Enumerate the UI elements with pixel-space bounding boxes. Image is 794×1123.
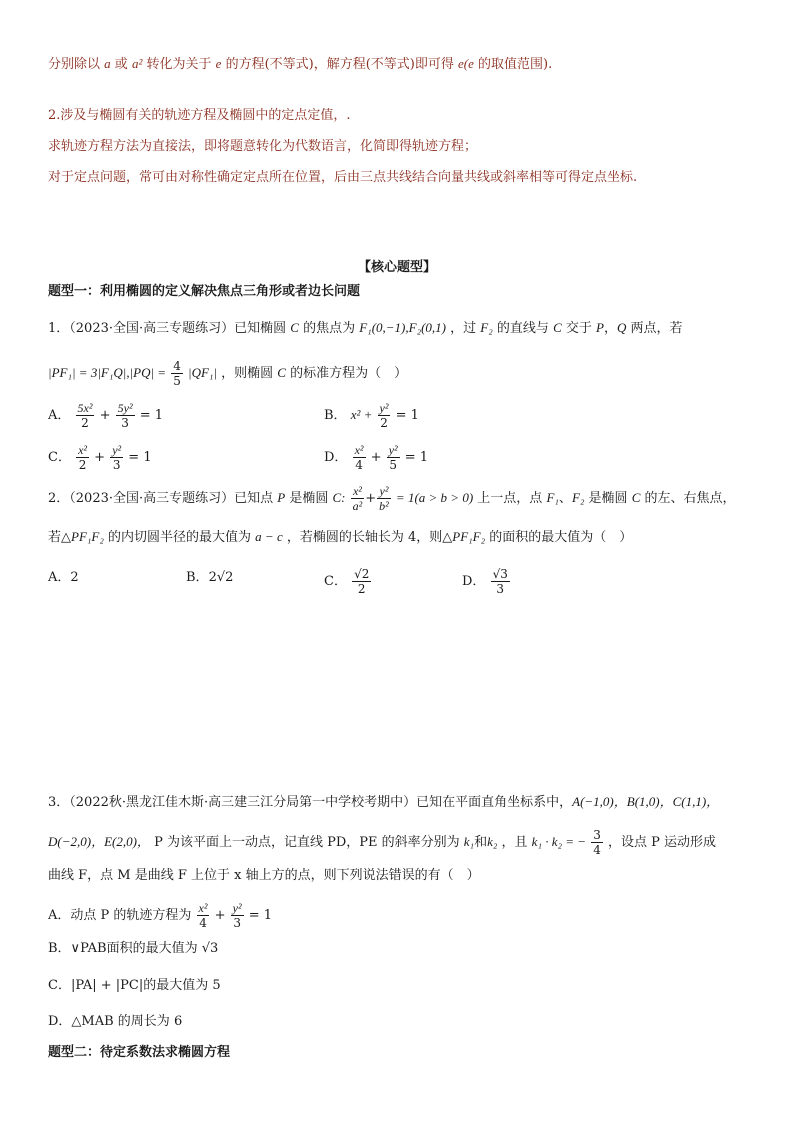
frac — [76, 444, 89, 471]
rhs: = 1 — [395, 408, 419, 423]
q2-sep: 、 — [558, 491, 572, 506]
frac — [591, 829, 603, 856]
q1-option-c[interactable] — [48, 444, 152, 471]
frac-num: 5x² — [77, 401, 93, 415]
q3-line2-c: ，设点 P 运动形成 — [607, 835, 716, 850]
op: + — [370, 450, 382, 465]
frac — [351, 485, 365, 512]
q2-f2: F₂ — [571, 490, 585, 505]
q3-product: k₁ · k₂ = − — [531, 834, 587, 849]
q1-var-c-2: C — [553, 320, 562, 335]
intro-line — [48, 54, 552, 75]
frac-den: 3 — [112, 458, 121, 472]
q3-points-1: A(−1,0)，B(1,0)，C(1,1)， — [572, 794, 720, 809]
q2-var-c: C: — [332, 490, 346, 505]
frac-den: 4 — [199, 916, 207, 930]
q2-option-d[interactable] — [462, 568, 511, 595]
q3-option-d[interactable]: D．△MAB 的周长为 6 — [48, 1014, 183, 1029]
intro-text-3: 转化为关于 — [146, 57, 212, 72]
q2-mid4: 的左、右焦点， — [644, 491, 736, 506]
frac-den: a² — [352, 499, 363, 513]
point2-line2: 对于定点问题，常可由对称性确定定点所在位置，后由三点共线结合向量共线或斜率相等可得定点坐标. — [48, 170, 638, 185]
q1-var-c-3: C — [277, 365, 286, 380]
q1-ask2: 的标准方程为（ ） — [290, 366, 408, 381]
intro-text-1: 分别除以 — [48, 57, 101, 72]
q2-line2-b: 的内切圆半径的最大值为 — [108, 530, 252, 545]
frac-num: y² — [232, 901, 242, 915]
frac — [116, 402, 135, 429]
q1-tail: 两点，若 — [630, 321, 683, 336]
frac — [491, 568, 510, 595]
q2-option-a[interactable]: A．2 — [48, 570, 79, 585]
q2-line2 — [48, 527, 632, 548]
option-label: C． — [324, 574, 347, 589]
q2-mid3: 是椭圆 — [588, 491, 628, 506]
frac-den: 2 — [78, 458, 87, 472]
q1-option-b[interactable] — [324, 402, 419, 429]
op: + — [99, 408, 111, 423]
option-text: A．动点 P 的轨迹方程为 — [48, 908, 192, 923]
frac-num: √3 — [492, 567, 508, 581]
q2-triangle-2: PF₁F₂ — [452, 529, 486, 544]
q3-prefix: 3．（2022秋·黑龙江佳木斯·高三建三江分局第一中学校考期中）已知在平面直角坐标系中， — [48, 795, 573, 810]
type2-title: 题型二：待定系数法求椭圆方程 — [48, 1045, 231, 1060]
q1-var-p: P — [596, 320, 604, 335]
q2-cond: = 1(a > b > 0) — [395, 490, 474, 505]
op: + — [214, 908, 226, 923]
op: + — [365, 491, 377, 506]
q2-f1: F₁ — [546, 490, 559, 505]
q1-cond1: |PF₁| = 3|F₁Q|,|PQ| = — [48, 365, 167, 380]
frac-den: 2 — [81, 416, 89, 430]
frac-num: x² — [198, 901, 208, 915]
frac-den: 4 — [355, 458, 363, 472]
frac-num: y² — [388, 443, 398, 457]
frac-den: 5 — [389, 458, 397, 472]
rhs: = 1 — [404, 450, 429, 465]
q1-f2: F₂ — [480, 320, 493, 335]
q2-a-minus-c: a − c — [255, 529, 283, 544]
q3-line1 — [48, 792, 719, 813]
rhs: = 1 — [248, 908, 273, 923]
q1-line2 — [48, 360, 407, 387]
frac — [353, 444, 366, 471]
option-label: B． — [186, 570, 209, 585]
frac-den: 2 — [357, 582, 366, 596]
rhs: = 1 — [139, 408, 164, 423]
frac-num: y² — [377, 485, 391, 499]
q3-line2 — [48, 829, 716, 856]
point2-line1: 求轨迹方程方法为直接法，即将题意转化为代数语言，化简即得轨迹方程； — [48, 139, 478, 154]
option-label: B． — [324, 408, 347, 423]
q2-line1 — [48, 485, 736, 512]
frac — [352, 568, 371, 595]
frac-den: 3 — [496, 582, 505, 596]
option-label: A． — [48, 408, 71, 423]
op: + — [94, 450, 106, 465]
q1-var-c: C — [290, 320, 299, 335]
option-label: D． — [324, 450, 348, 465]
frac-num: √2 — [354, 567, 370, 581]
frac-num: y² — [112, 443, 122, 457]
q3-option-b[interactable]: B．∨PAB面积的最大值为 √3 — [48, 941, 219, 956]
frac — [377, 485, 391, 512]
q3-points-2: D(−2,0)，E(2,0)， — [48, 834, 150, 849]
frac — [197, 902, 210, 929]
frac-den: b² — [379, 499, 389, 513]
frac-num: 5y² — [117, 401, 133, 415]
frac-den: 2 — [380, 416, 388, 430]
q2-var-c-2: C — [631, 490, 641, 505]
frac — [76, 402, 95, 429]
q3-k1: k₁ — [463, 834, 475, 849]
q1-mid1: 的焦点为 — [303, 321, 356, 336]
frac-num: x² — [354, 443, 364, 457]
q2-line2-d: 的面积的最大值为（ ） — [489, 530, 633, 545]
q2-line2-a: 若△ — [48, 530, 71, 545]
point2-title: 2.涉及与椭圆有关的轨迹方程及椭圆中的定点定值，. — [48, 108, 351, 123]
q3-option-a[interactable] — [48, 902, 272, 929]
q1-frac-num: 4 — [173, 359, 181, 373]
q2-mid1: 是椭圆 — [289, 491, 329, 506]
var-e-range: e(e — [458, 56, 474, 71]
intro-text-5: 的取值范围). — [478, 57, 553, 72]
var-e: e — [215, 56, 222, 71]
frac — [378, 402, 391, 429]
frac-den: 3 — [121, 416, 129, 430]
q1-option-d[interactable] — [324, 444, 428, 471]
option-value: 2√2 — [208, 570, 234, 585]
q1-fraction — [171, 360, 183, 387]
frac-num: x² — [351, 485, 365, 499]
frac-num: 3 — [593, 828, 601, 842]
var-a-squared: a² — [131, 56, 143, 71]
q3-line2-a: P 为该平面上一动点，记直线 PD，PE 的斜率分别为 — [154, 835, 460, 850]
q1-foci: F₁(0,−1),F₂(0,1) — [359, 320, 446, 335]
frac — [387, 444, 400, 471]
q2-option-b[interactable] — [186, 568, 233, 588]
q3-line3: 曲线 F，点 M 是曲线 F 上位于 x 轴上方的点，则下列说法错误的有（ ） — [48, 868, 480, 883]
q2-var-p: P — [277, 490, 286, 505]
q1-mid3: 的直线与 — [496, 321, 549, 336]
q3-option-c[interactable]: C．|PA| + |PC|的最大值为 5 — [48, 978, 221, 993]
q1-var-q: Q — [617, 320, 627, 335]
q3-k2: k₂ — [487, 834, 498, 849]
q3-line2-b: ，且 — [501, 835, 528, 850]
frac — [231, 902, 244, 929]
q1-mid4: 交于 — [565, 321, 592, 336]
intro-text-4: 的方程(不等式)，解方程(不等式)即可得 — [225, 57, 454, 72]
q1-prefix: 1．（2023·全国·高三专题练习）已知椭圆 — [48, 321, 287, 336]
q1-comma: ， — [603, 321, 617, 336]
core-title: 【核心题型】 — [357, 260, 436, 275]
q1-cond2: |QF₁| — [188, 365, 217, 380]
rhs: = 1 — [128, 450, 152, 465]
type1-title: 题型一：利用椭圆的定义解决焦点三角形或者边长问题 — [48, 284, 361, 299]
frac-den: 3 — [233, 916, 241, 930]
q1-ask: ，则椭圆 — [221, 366, 274, 381]
frac-num: y² — [379, 401, 389, 415]
q1-frac-den: 5 — [173, 374, 181, 388]
option-label: D． — [462, 574, 486, 589]
q2-mid2: 上一点，点 — [477, 491, 543, 506]
var-a: a — [104, 56, 111, 71]
option-label: C． — [48, 450, 71, 465]
q1-line1 — [48, 318, 683, 339]
q2-triangle: PF₁F₂ — [71, 529, 104, 544]
pre-term: x² + — [350, 407, 373, 422]
q2-option-c[interactable] — [324, 568, 372, 595]
q2-prefix: 2．（2023·全国·高三专题练习）已知点 — [48, 491, 274, 506]
q2-line2-c: ，若椭圆的长轴长为 4，则△ — [286, 530, 453, 545]
frac-den: 4 — [593, 843, 601, 857]
q1-option-a[interactable] — [48, 402, 163, 429]
q3-and: 和 — [474, 835, 488, 850]
q1-mid2: ，过 — [450, 321, 477, 336]
intro-text-2: 或 — [114, 57, 128, 72]
frac — [110, 444, 123, 471]
frac-num: x² — [78, 443, 88, 457]
